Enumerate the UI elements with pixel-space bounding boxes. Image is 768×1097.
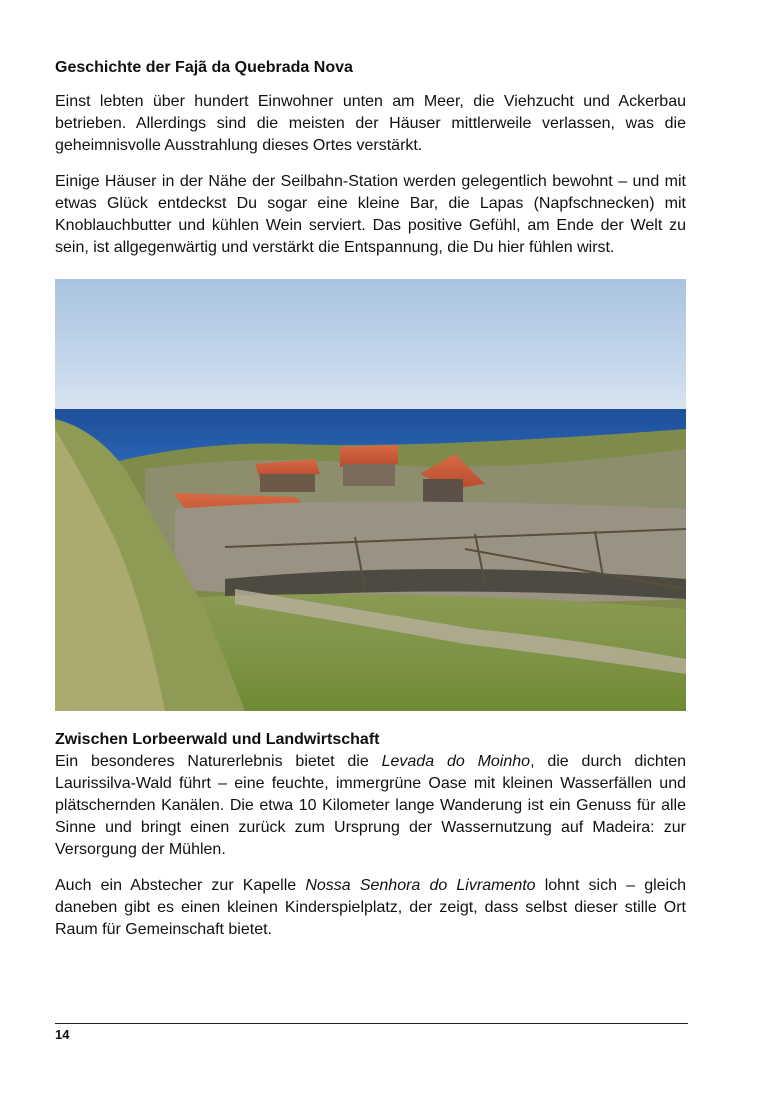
section-laurel-forest: [55, 729, 686, 941]
paragraph-history-2: Einige Häuser in der Nähe der Seilbahn-Station werden gelegentlich bewohnt – und mit etwas Glück entdeckst Du sogar eine kleine Bar, die Lapas (Napfschnecken) mit Knoblauchbutter und kühlen Wein serviert. Das positive Gefühl, am Ende der Welt zu sein, ist allgegenwärtig und verstärkt die Entspannung, die Du hier fühlen wirst.: [55, 173, 686, 256]
section-title-laurel-forest: Zwischen Lorbeerwald und Landwirtschaft: [55, 731, 380, 748]
page-number: 14: [55, 1027, 70, 1042]
chapel-name: Nossa Senhora do Livramento: [305, 877, 536, 894]
section-title-history: Geschichte der Fajã da Quebrada Nova: [55, 59, 353, 76]
paragraph-laurel-1: Ein besonderes Naturerlebnis bietet die Levada do Moinho, die durch dichten Laurissilva-Wald führt – eine feuchte, immergrüne Oase mit kleinen Wasserfällen und plätschernden Kanälen. Die etwa 10 Kilometer lange Wanderung ist ein Genuss für alle Sinne und bringt einen zurück zum Ursprung der Wassernutzung auf Madeira: zur Versorgung der Mühlen.: [55, 753, 687, 858]
footer-divider: [55, 1023, 688, 1024]
paragraph-history-1: Einst lebten über hundert Einwohner unten am Meer, die Viehzucht und Ackerbau betrieben. Allerdings sind die meisten der Häuser mittlerweile verlassen, was die geheimnisvolle Ausstrahlung dieses Ortes verstärkt.: [55, 93, 686, 154]
section-history: [55, 57, 686, 259]
landscape-photo: [55, 279, 686, 711]
levada-name: Levada do Moinho: [381, 753, 531, 770]
paragraph-laurel-2: Auch ein Abstecher zur Kapelle Nossa Senhora do Livramento lohnt sich – gleich daneben gibt es einen kleinen Kinderspielplatz, der zeigt, dass selbst dieser stille Ort Raum für Gemeinschaft bietet.: [55, 877, 687, 938]
